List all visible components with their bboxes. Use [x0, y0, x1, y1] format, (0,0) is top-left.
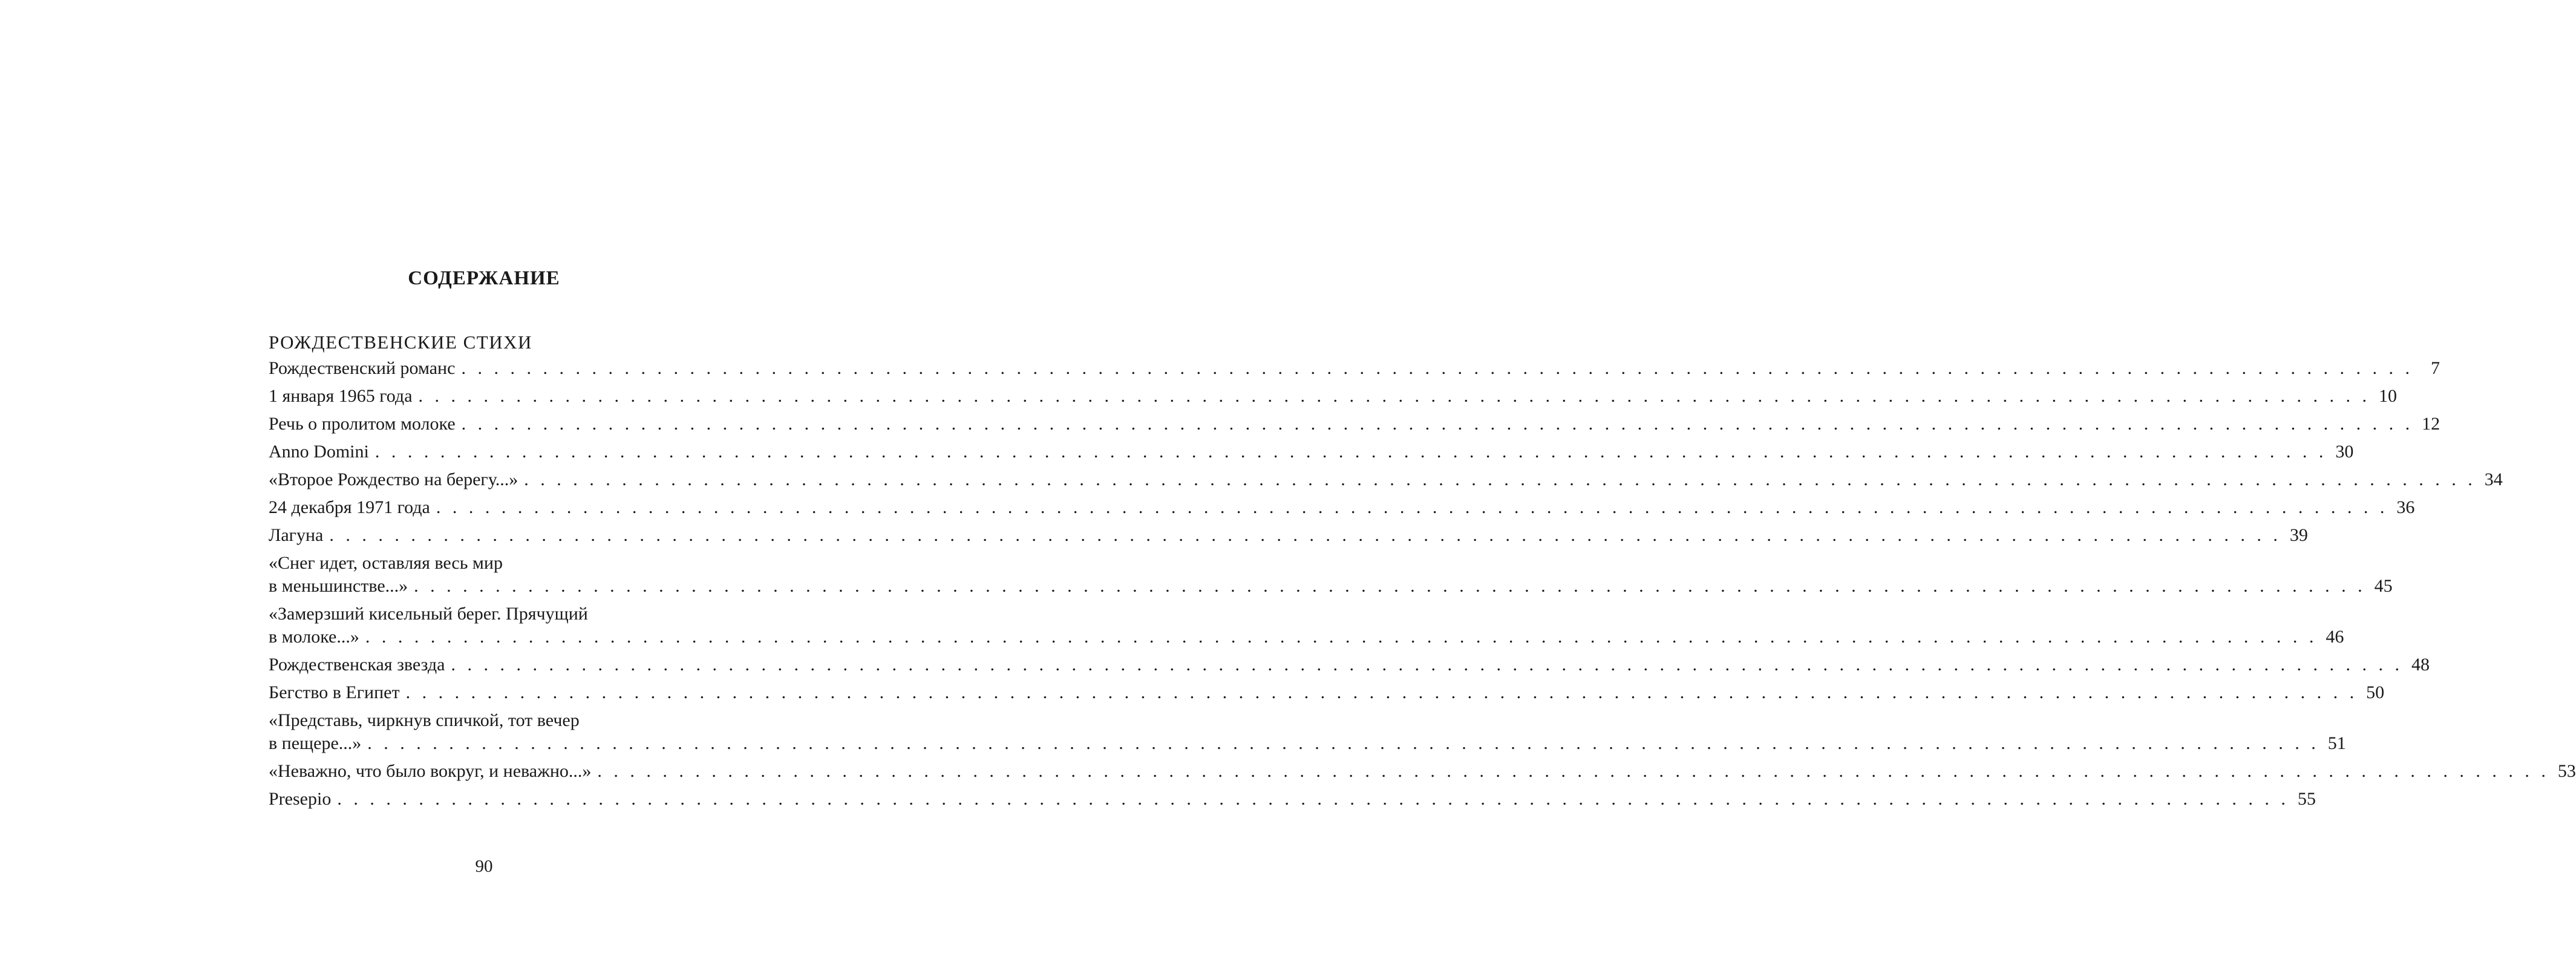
- dot-leader: . . . . . . . . . . . . . . . . . . . . . . . . . . . . . . . . . . . . . . . . . . . . . . . . . . . . . . . . . . . . . . . . . . . . . . . . . . . . . . . . . . . . . . . . . . . . . . . . . . . . . . . . . . . . . . . . . . . . . . . .: [461, 358, 2413, 378]
- toc-entry: [269, 653, 2430, 676]
- toc-entry-page: 45: [2374, 576, 2393, 596]
- toc-entry-page: 36: [2396, 497, 2415, 517]
- section-heading: РОЖДЕСТВЕНСКИЕ СТИХИ: [269, 332, 532, 353]
- dot-leader: . . . . . . . . . . . . . . . . . . . . . . . . . . . . . . . . . . . . . . . . . . . . . . . . . . . . . . . . . . . . . . . . . . . . . . . . . . . . . . . . . . . . . . . . . . . . . . . . . . . . . . . . . . . . . . . . . . . . . . . .: [367, 733, 2319, 753]
- dot-leader: . . . . . . . . . . . . . . . . . . . . . . . . . . . . . . . . . . . . . . . . . . . . . . . . . . . . . . . . . . . . . . . . . . . . . . . . . . . . . . . . . . . . . . . . . . . . . . . . . . . . . . . . . . . . . . . . . . . . . . . .: [461, 414, 2414, 434]
- toc-entry: [269, 681, 2385, 704]
- toc-entry-line: [269, 626, 2344, 649]
- dot-leader: . . . . . . . . . . . . . . . . . . . . . . . . . . . . . . . . . . . . . . . . . . . . . . . . . . . . . . . . . . . . . . . . . . . . . . . . . . . . . . . . . . . . . . . . . . . . . . . . . . . . . . . . . . . . . . . . . . . . . . . .: [374, 442, 2327, 462]
- toc-entry-page: 46: [2326, 627, 2344, 647]
- toc-entry-line: [269, 413, 2440, 436]
- toc-entry-line: [269, 681, 2385, 704]
- toc-entry-line: [269, 524, 2308, 547]
- table-of-contents: [269, 329, 2576, 816]
- dot-leader: . . . . . . . . . . . . . . . . . . . . . . . . . . . . . . . . . . . . . . . . . . . . . . . . . . . . . . . . . . . . . . . . . . . . . . . . . . . . . . . . . . . . . . . . . . . . . . . . . . . . . . . . . . . . . . . . . . . . . . . .: [418, 386, 2371, 406]
- toc-entry-title: Лагуна: [269, 525, 324, 545]
- toc-entry-page: 12: [2422, 414, 2440, 434]
- toc-entry-page: 39: [2289, 525, 2308, 545]
- toc-entry-page: 48: [2411, 655, 2430, 675]
- toc-entry-title: в пещере...»: [269, 733, 362, 753]
- toc-entry-line: [269, 496, 2415, 519]
- toc-entry-line: [269, 653, 2430, 676]
- toc-entry-title: 24 декабря 1971 года: [269, 497, 430, 517]
- toc-entry-title: Anno Domini: [269, 442, 369, 462]
- toc-entry: [269, 760, 2576, 783]
- toc-entry-page: 51: [2327, 733, 2346, 753]
- toc-entry: [269, 440, 2354, 463]
- toc-entry-title-line: «Представь, чиркнув спичкой, тот вечер: [269, 710, 580, 730]
- toc-entry-line: [269, 357, 2440, 380]
- toc-entry-title: 1 января 1965 года: [269, 386, 413, 406]
- toc-entry: [269, 496, 2415, 519]
- toc-entries: [269, 357, 2576, 811]
- toc-entry-title: Рождественский романс: [269, 358, 456, 378]
- toc-entry-line: [269, 440, 2354, 463]
- toc-entry-page: 53: [2557, 761, 2576, 781]
- dot-leader: . . . . . . . . . . . . . . . . . . . . . . . . . . . . . . . . . . . . . . . . . . . . . . . . . . . . . . . . . . . . . . . . . . . . . . . . . . . . . . . . . . . . . . . . . . . . . . . . . . . . . . . . . . . . . . . . . . . . . . . .: [337, 789, 2289, 809]
- toc-entry-title-line: «Снег идет, оставляя весь мир: [269, 553, 503, 573]
- toc-entry: [269, 603, 2344, 649]
- toc-entry-title: «Второе Рождество на берегу...»: [269, 469, 518, 489]
- dot-leader: . . . . . . . . . . . . . . . . . . . . . . . . . . . . . . . . . . . . . . . . . . . . . . . . . . . . . . . . . . . . . . . . . . . . . . . . . . . . . . . . . . . . . . . . . . . . . . . . . . . . . . . . . . . . . . . . . . . . . . . .: [436, 497, 2388, 517]
- dot-leader: . . . . . . . . . . . . . . . . . . . . . . . . . . . . . . . . . . . . . . . . . . . . . . . . . . . . . . . . . . . . . . . . . . . . . . . . . . . . . . . . . . . . . . . . . . . . . . . . . . . . . . . . . . . . . . . . . . . . . . . .: [329, 525, 2281, 545]
- dot-leader: . . . . . . . . . . . . . . . . . . . . . . . . . . . . . . . . . . . . . . . . . . . . . . . . . . . . . . . . . . . . . . . . . . . . . . . . . . . . . . . . . . . . . . . . . . . . . . . . . . . . . . . . . . . . . . . . . . . . . . . .: [451, 655, 2403, 675]
- toc-entry: [269, 468, 2503, 491]
- toc-entry-title: Речь о пролитом молоке: [269, 414, 456, 434]
- toc-entry: [269, 709, 2346, 755]
- toc-entry: [269, 385, 2398, 408]
- page-title: СОДЕРЖАНИЕ: [408, 267, 560, 289]
- toc-entry: [269, 552, 2393, 598]
- toc-entry-page: 10: [2379, 386, 2398, 406]
- toc-entry-title: в меньшинстве...»: [269, 576, 408, 596]
- dot-leader: . . . . . . . . . . . . . . . . . . . . . . . . . . . . . . . . . . . . . . . . . . . . . . . . . . . . . . . . . . . . . . . . . . . . . . . . . . . . . . . . . . . . . . . . . . . . . . . . . . . . . . . . . . . . . . . . . . . . . . . .: [414, 576, 2366, 596]
- toc-entry-line: [269, 385, 2398, 408]
- toc-entry-title: Presepio: [269, 789, 332, 809]
- toc-entry-title: Бегство в Египет: [269, 682, 400, 702]
- toc-entry: [269, 788, 2316, 811]
- dot-leader: . . . . . . . . . . . . . . . . . . . . . . . . . . . . . . . . . . . . . . . . . . . . . . . . . . . . . . . . . . . . . . . . . . . . . . . . . . . . . . . . . . . . . . . . . . . . . . . . . . . . . . . . . . . . . . . . . . . . . . . .: [365, 627, 2318, 647]
- toc-entry-page: 7: [2430, 358, 2440, 378]
- toc-entry-line: [269, 575, 2393, 598]
- toc-entry-line: [269, 788, 2316, 811]
- toc-entry: [269, 357, 2440, 380]
- toc-entry-title: Рождественская звезда: [269, 655, 445, 675]
- dot-leader: . . . . . . . . . . . . . . . . . . . . . . . . . . . . . . . . . . . . . . . . . . . . . . . . . . . . . . . . . . . . . . . . . . . . . . . . . . . . . . . . . . . . . . . . . . . . . . . . . . . . . . . . . . . . . . . . . . . . . . . .: [405, 682, 2358, 702]
- toc-entry-title: «Неважно, что было вокруг, и неважно...»: [269, 761, 592, 781]
- page-number: 90: [475, 857, 493, 876]
- toc-entry-page: 30: [2335, 442, 2354, 462]
- toc-entry-title: в молоке...»: [269, 627, 359, 647]
- toc-entry: [269, 524, 2308, 547]
- toc-entry-line: [269, 760, 2576, 783]
- toc-entry-line: [269, 468, 2503, 491]
- dot-leader: . . . . . . . . . . . . . . . . . . . . . . . . . . . . . . . . . . . . . . . . . . . . . . . . . . . . . . . . . . . . . . . . . . . . . . . . . . . . . . . . . . . . . . . . . . . . . . . . . . . . . . . . . . . . . . . . . . . . . . . .: [524, 469, 2476, 489]
- toc-entry-page: 50: [2366, 682, 2385, 702]
- toc-entry: [269, 413, 2440, 436]
- toc-entry-page: 55: [2297, 789, 2316, 809]
- toc-entry-page: 34: [2484, 469, 2503, 489]
- toc-entry-line: [269, 732, 2346, 755]
- dot-leader: . . . . . . . . . . . . . . . . . . . . . . . . . . . . . . . . . . . . . . . . . . . . . . . . . . . . . . . . . . . . . . . . . . . . . . . . . . . . . . . . . . . . . . . . . . . . . . . . . . . . . . . . . . . . . . . . . . . . . . . .: [597, 761, 2549, 781]
- toc-entry-title-line: «Замерзший кисельный берег. Прячущий: [269, 604, 588, 624]
